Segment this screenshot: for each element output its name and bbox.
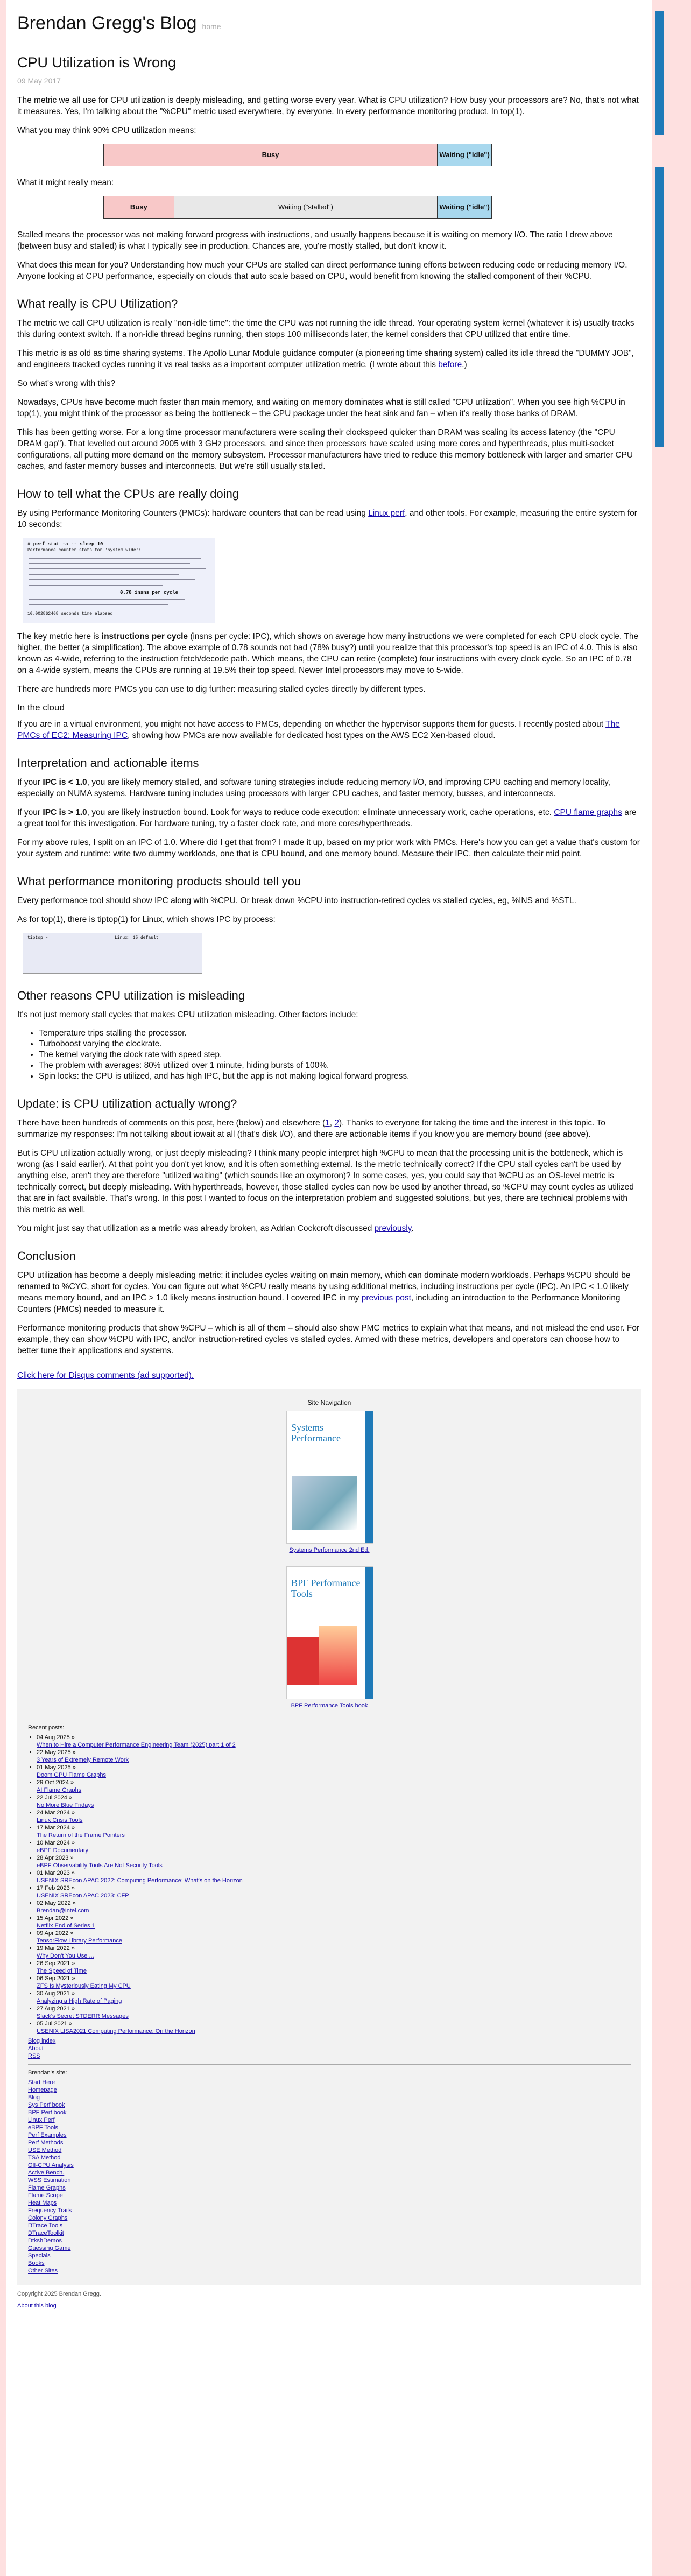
meaning-paragraph: What does this mean for you? Understanding how much your CPUs are stalled can direct performance tuning efforts between reducing code or reducing memory I/O. Anyone looking at CPU performance, especially on clouds that auto scale based on CPU, would benefit from knowing the stalled component of their %CPU. <box>17 261 627 281</box>
post-date: 09 May 2017 <box>17 76 61 85</box>
site-link[interactable]: Active Bench. <box>28 2170 65 2176</box>
stalled-paragraph: Stalled means the processor was not making forward progress with instructions, and usually happens because it is waiting on memory I/O. The ratio I drew above (between busy and stalled) is what I typically see in production. Chances are, you're mostly stalled, but don't know it. <box>17 230 613 251</box>
site-link[interactable]: DTraceToolkit <box>28 2230 64 2236</box>
book-cover-image[interactable] <box>286 1566 373 1699</box>
site-item <box>28 2131 631 2139</box>
figure-title: tiptop - <box>27 935 48 940</box>
recent-post-link[interactable]: The Speed of Time <box>37 1968 87 1974</box>
text: There have been hundreds of comments on this post, here (below) and elsewhere ( <box>17 1118 326 1128</box>
recent-post-date: 24 Mar 2024 » <box>37 1810 75 1816</box>
recent-post-item <box>37 1884 631 1899</box>
recent-post-link[interactable]: Why Don't You Use ... <box>37 1953 94 1959</box>
list-item: • Temperature trips stalling the processor. <box>39 1028 641 1039</box>
stalled-segment: Waiting ("stalled") <box>174 196 438 218</box>
copyright: Copyright 2025 Brendan Gregg. <box>17 2291 101 2297</box>
paragraph <box>17 1117 641 1140</box>
paragraph <box>17 777 641 799</box>
recent-post-link[interactable]: Linux Crisis Tools <box>37 1817 83 1824</box>
recent-post-date: 04 Aug 2025 » <box>37 1734 75 1741</box>
ipc-highlight: 0.78 insns per cycle <box>120 590 179 595</box>
site-label: Brendan's site: <box>28 2070 67 2076</box>
recent-post-date: 06 Sep 2021 » <box>37 1975 75 1982</box>
list-item: • Spin locks: the CPU is utilized, and has high IPC, but the app is not making logical forward progress. <box>39 1071 641 1082</box>
busy-segment: Busy <box>104 196 174 218</box>
recent-post-link[interactable]: USENIX SREcon APAC 2023: CFP <box>37 1892 129 1899</box>
section-heading: How to tell what the CPUs are really doing <box>17 487 239 501</box>
recent-post-date: 09 Apr 2022 » <box>37 1930 74 1937</box>
paragraph <box>17 807 641 829</box>
paragraph: As for top(1), there is tiptop(1) for Linux, which shows IPC by process: <box>17 915 276 924</box>
recent-post-item <box>37 1945 631 1960</box>
intro-paragraph-1: The metric we all use for CPU utilization is deeply misleading, and getting worse every year. What is CPU utilization? How busy your processors are? No, that's not what it measures. Yes, I'm talking about the "%CPU" metric used everywhere, by everyone. In every performance monitoring product. In top(1). <box>17 96 639 116</box>
site-link[interactable]: Start Here <box>28 2079 55 2086</box>
site-link[interactable]: Perf Examples <box>28 2132 67 2138</box>
figure-title: # perf stat -a -- sleep 10 <box>27 541 103 547</box>
site-item <box>28 2244 631 2252</box>
recent-post-link[interactable]: The Return of the Frame Pointers <box>37 1832 125 1839</box>
recent-post-link[interactable]: eBPF Observability Tools Are Not Security Tools <box>37 1862 163 1869</box>
site-link[interactable]: Guessing Game <box>28 2245 71 2251</box>
site-item <box>28 2260 631 2267</box>
recent-post-item <box>37 1930 631 1945</box>
previous-post-link[interactable]: previous post <box>361 1293 411 1303</box>
utilization-bar-assumed <box>103 144 492 166</box>
recent-post-date: 15 Apr 2022 » <box>37 1915 74 1922</box>
idle-segment: Waiting ("idle") <box>438 196 491 218</box>
site-link[interactable]: eBPF Tools <box>28 2124 59 2131</box>
paragraph: This has been getting worse. For a long time processor manufacturers were scaling their clockspeed quicker than DRAM was scaling its access latency (the "CPU DRAM gap"). That levelled out around 2005 with 3 GHz processors, and since then processors have scaled using more cores and hyperthreads, plus multi-socket configurations, all putting more demand on the memory subsystem. Processor manufacturers have tried to reduce this memory bottleneck with larger and smarter CPU caches, and faster memory busses and interconnects. But we're still usually stalled. <box>17 428 633 471</box>
book-cover-title: Systems Performance <box>291 1422 341 1444</box>
site-link[interactable]: TSA Method <box>28 2155 61 2161</box>
recent-post-item <box>37 1824 631 1839</box>
about-blog-link[interactable]: About this blog <box>17 2303 57 2309</box>
site-item <box>28 2146 631 2154</box>
misc-item <box>28 2052 631 2060</box>
recent-post-link[interactable]: Netflix End of Series 1 <box>37 1923 95 1929</box>
other-factors-list <box>39 1028 641 1082</box>
recent-post-item <box>37 1779 631 1794</box>
recent-post-item <box>37 1809 631 1824</box>
text: , <box>329 1118 335 1128</box>
section-heading: What performance monitoring products should tell you <box>17 875 301 888</box>
site-link[interactable]: Blog <box>28 2094 40 2101</box>
site-item <box>28 2139 631 2146</box>
section-heading: Update: is CPU utilization actually wrong? <box>17 1097 237 1110</box>
side-tab-bottom[interactable] <box>655 167 664 447</box>
recent-post-link[interactable]: TensorFlow Library Performance <box>37 1938 122 1944</box>
text: , showing how PMCs are now available for dedicated host types on the AWS EC2 Xen-based cloud. <box>128 731 496 740</box>
site-item <box>28 2154 631 2162</box>
recent-post-link[interactable]: Analyzing a High Rate of Paging <box>37 1998 122 2004</box>
intro-paragraph-3: What it might really mean: <box>17 178 114 187</box>
book-systems-performance[interactable] <box>286 1411 372 1553</box>
site-link[interactable]: Sys Perf book <box>28 2102 65 2108</box>
ref-link-2[interactable]: 2 <box>334 1118 339 1128</box>
section-heading: Interpretation and actionable items <box>17 756 199 770</box>
paragraph: There are hundreds more PMCs you can use to dig further: measuring stalled cycles directly by different types. <box>17 685 426 694</box>
recent-post-item <box>37 1764 631 1779</box>
site-link[interactable]: Perf Methods <box>28 2139 64 2146</box>
site-item <box>28 2177 631 2184</box>
tiptop-screenshot[interactable] <box>23 933 202 974</box>
recent-post-item <box>37 1869 631 1884</box>
recent-post-date: 17 Mar 2024 » <box>37 1825 75 1831</box>
bold-text: IPC is > 1.0 <box>43 808 87 817</box>
site-link[interactable]: Colony Graphs <box>28 2215 68 2221</box>
recent-post-date: 27 Aug 2021 » <box>37 2005 75 2012</box>
text: , including an introduction to the Performance Monitoring Counters (PMCs) needed to measure it. <box>17 1293 621 1314</box>
recent-post-date: 02 May 2022 » <box>37 1900 76 1906</box>
site-link[interactable]: Other Sites <box>28 2268 58 2274</box>
utilization-bar-actual <box>103 196 492 219</box>
blog-title <box>17 13 641 34</box>
divider <box>28 2064 631 2065</box>
paragraph: Nowadays, CPUs have become much faster than main memory, and waiting on memory dominates what is still called "CPU utilization". When you see high %CPU in top(1), you might think of the processor as being the bottleneck – the CPU package under the heat sink and fan – when it's really those banks of DRAM. <box>17 398 625 418</box>
site-item <box>28 2079 631 2086</box>
recent-post-link[interactable]: Doom GPU Flame Graphs <box>37 1772 106 1778</box>
recent-post-item <box>37 1899 631 1915</box>
recent-post-date: 22 May 2025 » <box>37 1749 76 1756</box>
recent-post-item <box>37 1749 631 1764</box>
site-item <box>28 2109 631 2116</box>
site-link[interactable]: Linux Perf <box>28 2117 55 2123</box>
site-item <box>28 2199 631 2207</box>
site-link[interactable]: Heat Maps <box>28 2200 57 2206</box>
recent-post-link[interactable]: USENIX LISA2021 Computing Performance: On the Horizon <box>37 2028 195 2035</box>
site-link[interactable]: Frequency Trails <box>28 2207 72 2214</box>
site-item <box>28 2101 631 2109</box>
recent-post-link[interactable]: USENIX SREcon APAC 2022: Computing Performance: What's on the Horizon <box>37 1877 243 1884</box>
recent-post-link[interactable]: AI Flame Graphs <box>37 1787 82 1793</box>
bold-text: instructions per cycle <box>101 632 188 641</box>
recent-post-link[interactable]: Brendan@Intel.com <box>37 1908 89 1914</box>
home-link[interactable]: home <box>202 22 221 31</box>
site-item <box>28 2222 631 2229</box>
site-item <box>28 2094 631 2101</box>
book-caption-link[interactable]: BPF Performance Tools book <box>291 1702 368 1709</box>
site-item <box>28 2237 631 2244</box>
recent-post-date: 01 May 2025 » <box>37 1764 76 1771</box>
site-item <box>28 2229 631 2237</box>
site-item <box>28 2214 631 2222</box>
book-bpf-performance-tools[interactable] <box>286 1566 372 1709</box>
recent-post-item <box>37 2020 631 2035</box>
recent-post-link[interactable]: No More Blue Fridays <box>37 1802 94 1808</box>
misc-link[interactable]: About <box>28 2045 44 2052</box>
list-item: • The problem with averages: 80% utilized over 1 minute, hiding bursts of 100%. <box>39 1060 641 1071</box>
paragraph: But is CPU utilization actually wrong, or just deeply misleading? I think many people interpret high %CPU to mean that the processing unit is the bottleneck, which is wrong (as I said earlier). At that point you don't yet know, and it is often something external. Is the metric technically correct? If the CPU stall cycles can't be used by anything else, aren't they are therefore "utilized waiting" (which sounds like an oxymoron)? In some cases, yes, you could say that %CPU as an OS-level metric is technically correct, but deeply misleading. With hyperthreads, however, those stalled cycles can now be used by another thread, so %CPU may count cycles as utilized that are in fact available. That's wrong. In this post I wanted to focus on the interpretation problem and suggested solutions, but yes, there are technical problems with this metric as well. <box>17 1149 634 1214</box>
site-item <box>28 2184 631 2192</box>
paragraph <box>17 631 641 676</box>
recent-post-date: 19 Mar 2022 » <box>37 1945 75 1952</box>
pmcs-ec2-link[interactable]: The PMCs of EC2: Measuring IPC <box>17 720 620 740</box>
text: The key metric here is <box>17 632 102 641</box>
linux-perf-link[interactable]: Linux perf <box>368 509 405 518</box>
subsection-heading: In the cloud <box>17 702 65 713</box>
perf-stat-screenshot[interactable] <box>23 538 215 623</box>
book-cover-image[interactable] <box>286 1411 373 1544</box>
side-tab-top[interactable] <box>655 11 664 135</box>
page <box>6 0 652 2576</box>
figure-subtitle: Performance counter stats for 'system wide': <box>27 548 142 553</box>
recent-posts-list <box>37 1734 631 2035</box>
text: are a great tool for this investigation. For hardware tuning, try a faster clock rate, and more cores/hyperthreads. <box>17 808 637 828</box>
recent-post-item <box>37 1960 631 1975</box>
recent-post-date: 26 Sep 2021 » <box>37 1960 75 1967</box>
paragraph <box>17 1270 641 1315</box>
ref-link-1[interactable]: 1 <box>325 1118 330 1128</box>
recent-post-date: 17 Feb 2023 » <box>37 1885 75 1891</box>
section-heading: Conclusion <box>17 1249 76 1263</box>
site-item <box>28 2124 631 2131</box>
section-heading: Other reasons CPU utilization is misleading <box>17 989 245 1002</box>
text: , and other tools. For example, measuring the entire system for 10 seconds: <box>17 509 637 529</box>
misc-item <box>28 2045 631 2052</box>
recent-post-link[interactable]: When to Hire a Computer Performance Engineering Team (2025) part 1 of 2 <box>37 1742 236 1748</box>
paragraph: Every performance tool should show IPC along with %CPU. Or break down %CPU into instruction-retired cycles vs stalled cycles, eg, %INS and %STL. <box>17 896 576 905</box>
recent-post-item <box>37 2005 631 2020</box>
intro-paragraph-2: What you may think 90% CPU utilization means: <box>17 126 196 135</box>
site-navigation <box>17 1389 641 2285</box>
site-item <box>28 2207 631 2214</box>
post-title: CPU Utilization is Wrong <box>17 54 177 71</box>
list-item: • The kernel varying the clock rate with speed step. <box>39 1050 641 1060</box>
site-link[interactable]: WSS Estimation <box>28 2177 71 2184</box>
site-link[interactable]: DTrace Tools <box>28 2222 63 2229</box>
before-link[interactable]: before <box>438 360 462 369</box>
text: . <box>411 1224 414 1233</box>
idle-segment: Waiting ("idle") <box>438 144 491 166</box>
site-item <box>28 2252 631 2260</box>
site-item <box>28 2116 631 2124</box>
site-link[interactable]: Homepage <box>28 2087 57 2093</box>
busy-segment: Busy <box>104 144 438 166</box>
paragraph <box>17 1223 641 1234</box>
recent-post-date: 10 Mar 2024 » <box>37 1840 75 1846</box>
nav-title: Site Navigation <box>307 1399 351 1406</box>
recent-post-item <box>37 1990 631 2005</box>
recent-post-item <box>37 1794 631 1809</box>
recent-post-item <box>37 1915 631 1930</box>
misc-link[interactable]: RSS <box>28 2053 40 2059</box>
text: By using Performance Monitoring Counters (PMCs): hardware counters that can be read using <box>17 509 369 518</box>
recent-post-item <box>37 1854 631 1869</box>
text: , you are likely instruction bound. Look for ways to reduce code execution: eliminate unnecessary work, cache operations, etc. <box>87 808 554 817</box>
flame-graphs-link[interactable]: CPU flame graphs <box>554 808 622 817</box>
disqus-comments-link[interactable]: Click here for Disqus comments (ad supported). <box>17 1371 194 1380</box>
recent-post-item <box>37 1839 631 1854</box>
recent-post-date: 01 Mar 2023 » <box>37 1870 75 1876</box>
section-heading: What really is CPU Utilization? <box>17 297 178 311</box>
text: , you are likely memory stalled, and software tuning strategies include reducing memory I/O, and improving CPU caching and memory locality, especially on NUMA systems. Hardware tuning includes using processors with larger CPU caches, and faster memory, busses, and interconnects. <box>17 778 611 798</box>
recent-post-link[interactable]: Slack's Secret STDERR Messages <box>37 2013 129 2019</box>
recent-post-item <box>37 1975 631 1990</box>
bold-text: IPC is < 1.0 <box>43 778 87 787</box>
site-link[interactable]: Books <box>28 2260 45 2267</box>
figure-footer: 10.002862468 seconds time elapsed <box>27 611 113 616</box>
site-link[interactable]: Flame Graphs <box>28 2185 66 2191</box>
blog-title-text: Brendan Gregg's Blog <box>17 13 197 33</box>
text: If your <box>17 778 43 787</box>
text: ). Thanks to everyone for taking the time and the interest in this topic. To summarize my responses: I'm not talking about iowait at all (that's disk I/O), and there are actionable items if you know you are memory bound (see above). <box>17 1118 605 1139</box>
site-item <box>28 2267 631 2275</box>
paragraph: Performance monitoring products that show %CPU – which is all of them – should also show PMC metrics to explain what that means, and not mislead the end user. For example, they can show %CPU with IPC, and/or instruction-retired cycles vs stalled cycles. Armed with these metrics, developers and operators can choose how to better tune their applications and systems. <box>17 1324 640 1355</box>
misc-item <box>28 2037 631 2045</box>
recent-post-date: 28 Apr 2023 » <box>37 1855 74 1861</box>
misc-link[interactable]: Blog index <box>28 2038 56 2044</box>
previously-link[interactable]: previously <box>374 1224 412 1233</box>
site-link[interactable]: DtkshDemos <box>28 2237 62 2244</box>
recent-post-link[interactable]: eBPF Documentary <box>37 1847 88 1854</box>
site-link[interactable]: Specials <box>28 2253 51 2259</box>
figure-subtitle: Linux: 15 default <box>115 935 159 940</box>
text: If your <box>17 808 43 817</box>
recent-post-link[interactable]: 3 Years of Extremely Remote Work <box>37 1757 129 1763</box>
book-cover-title: BPF Performance Tools <box>291 1578 361 1599</box>
misc-links <box>28 2037 631 2060</box>
paragraph <box>17 508 641 530</box>
paragraph: For my above rules, I split on an IPC of 1.0. Where did I get that from? I made it up, based on my prior work with PMCs. Here's how you can get a value that's custom for your system and runtime: write two dummy workloads, one that is CPU bound, and one memory bound. Measure their IPC, then calculate their mid point. <box>17 838 640 858</box>
recent-posts-label: Recent posts: <box>28 1725 65 1731</box>
site-link[interactable]: BPF Perf book <box>28 2109 67 2116</box>
list-item: • Turboboost varying the clockrate. <box>39 1039 641 1050</box>
site-link[interactable]: USE Method <box>28 2147 62 2153</box>
site-item <box>28 2169 631 2177</box>
recent-post-date: 22 Jul 2024 » <box>37 1794 73 1801</box>
text: This metric is as old as time sharing systems. The Apollo Lunar Module guidance computer (a pioneering time sharing system) called its idle thread the "DUMMY JOB", and engineers tracked cycles running it vs real tasks as a important computer utilization metric. (I wrote about this <box>17 349 634 369</box>
recent-post-date: 30 Aug 2021 » <box>37 1990 75 1997</box>
site-link[interactable]: Off-CPU Analysis <box>28 2162 74 2169</box>
text: (insns per cycle: IPC), which shows on average how many instructions we were completed for each CPU clock cycle. The higher, the better (a simplification). The above example of 0.78 sounds not bad (78% busy?) until you realize that this processor's top speed is an IPC of 4.0. This is also known as 4-wide, referring to the instruction fetch/decode path. Which means, the CPU can retire (complete) four instructions with every clock cycle. So an IPC of 0.78 on a 4-wide system, means the CPUs are running at 19.5% their top speed. Newer Intel processors may move to 5-wide. <box>17 632 639 675</box>
site-item <box>28 2192 631 2199</box>
site-link[interactable]: Flame Scope <box>28 2192 63 2199</box>
text: CPU utilization has become a deeply misleading metric: it includes cycles waiting on main memory, which can dominate modern workloads. Perhaps %CPU should be renamed to %CYC, short for cycles. You can figure out what %CPU really means by using additional metrics, including instructions per cycle (IPC). An IPC < 1.0 likely means memory bound, and an IPC > 1.0 likely means instruction bound. I covered IPC in my <box>17 1271 631 1303</box>
site-links <box>28 2079 631 2275</box>
paragraph: So what's wrong with this? <box>17 379 116 388</box>
recent-post-item <box>37 1734 631 1749</box>
recent-post-date: 05 Jul 2021 » <box>37 2021 73 2027</box>
text: .) <box>462 360 467 369</box>
recent-post-date: 29 Oct 2024 » <box>37 1779 74 1786</box>
book-caption-link[interactable]: Systems Performance 2nd Ed. <box>289 1547 370 1553</box>
site-item <box>28 2086 631 2094</box>
recent-post-link[interactable]: ZFS Is Mysteriously Eating My CPU <box>37 1983 131 1989</box>
paragraph <box>17 719 641 741</box>
paragraph: It's not just memory stall cycles that makes CPU utilization misleading. Other factors include: <box>17 1010 358 1019</box>
paragraph <box>17 348 641 370</box>
text: You might just say that utilization as a metric was already broken, as Adrian Cockcroft discussed <box>17 1224 375 1233</box>
text: If you are in a virtual environment, you might not have access to PMCs, depending on whether the hypervisor supports them for guests. I recently posted about <box>17 720 606 729</box>
paragraph: The metric we call CPU utilization is really "non-idle time": the time the CPU was not running the idle thread. Your operating system kernel (whatever it is) usually tracks this during context switch. If a non-idle thread begins running, then stops 100 milliseconds later, the kernel considers that CPU utilized that entire time. <box>17 319 634 339</box>
site-item <box>28 2162 631 2169</box>
